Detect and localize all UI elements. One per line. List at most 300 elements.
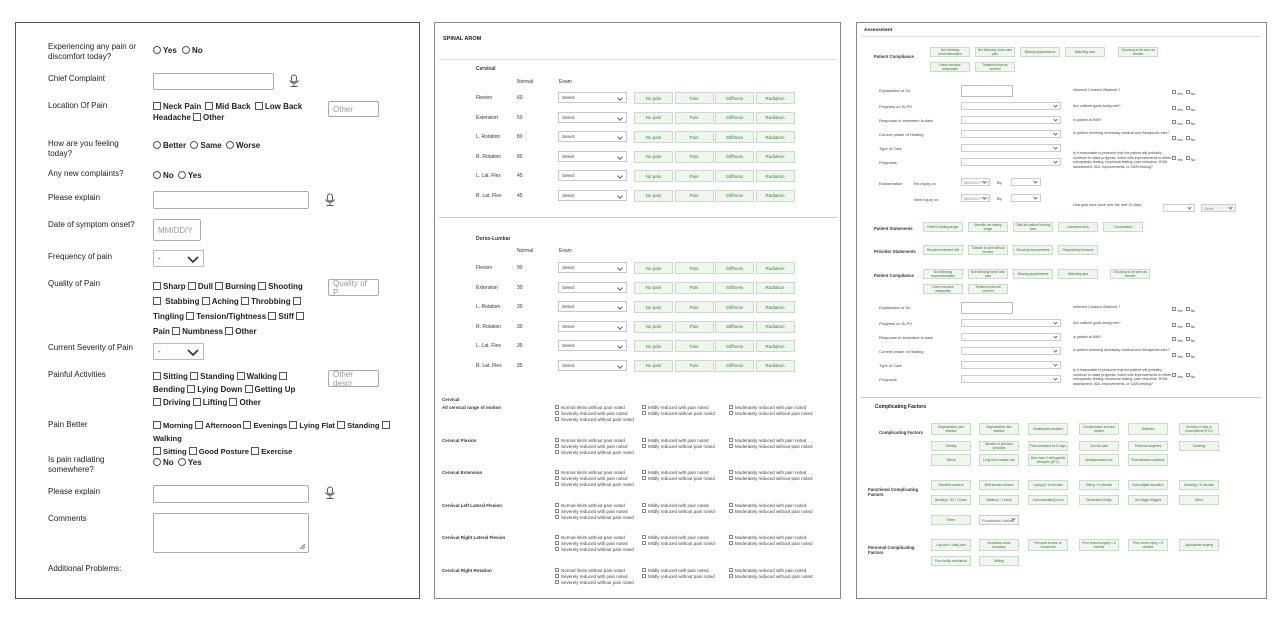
- factor-button[interactable]: Choosing to be seen as needed: [1118, 47, 1158, 57]
- no-checkbox[interactable]: [1186, 156, 1190, 160]
- same-radio[interactable]: [190, 141, 198, 149]
- arom-radiation-button[interactable]: Radiation: [756, 340, 795, 352]
- assessment-select[interactable]: -: [961, 158, 1061, 166]
- assessment-select[interactable]: -: [961, 333, 1061, 341]
- arom-no-pain-button[interactable]: No pain: [634, 360, 673, 372]
- arom-pain-button[interactable]: Pain: [675, 321, 714, 333]
- option-label: Moderately reduced with pain noted: [735, 405, 807, 410]
- radiating-radio-group: [153, 457, 202, 468]
- pain-checkbox[interactable]: [296, 312, 304, 320]
- assessment-select[interactable]: -: [961, 375, 1061, 383]
- complicating-button[interactable]: Pain untreated for 6 days: [1028, 441, 1068, 451]
- option-row[interactable]: [642, 574, 715, 580]
- yes-label: Yes: [1177, 355, 1183, 359]
- option-checkbox[interactable]: [555, 503, 559, 507]
- option-checkbox[interactable]: [729, 444, 733, 448]
- arom-stiffness-button[interactable]: Stiffness: [715, 340, 754, 352]
- yes-checkbox[interactable]: [1172, 90, 1176, 94]
- yes-checkbox[interactable]: [1172, 373, 1176, 377]
- factor-button[interactable]: Calls the patient is being sent: [1013, 222, 1053, 232]
- option-checkbox[interactable]: [555, 450, 559, 454]
- option-checkbox[interactable]: [555, 482, 559, 486]
- yes-label: Yes: [1177, 138, 1183, 142]
- complicating-button[interactable]: Poor bodily mechanics: [931, 556, 971, 566]
- arom-pain-button[interactable]: Pain: [675, 301, 714, 313]
- option-checkbox[interactable]: [642, 568, 646, 572]
- normal-value: 45: [517, 192, 523, 199]
- option-checkbox[interactable]: [642, 470, 646, 474]
- option-row[interactable]: [642, 509, 715, 515]
- complicating-button[interactable]: Bending > 30 / 1 times: [931, 495, 971, 505]
- complicating-button[interactable]: Number of previous episodes: [979, 441, 1019, 451]
- activity-other-checkbox[interactable]: [229, 398, 237, 406]
- option-row[interactable]: [555, 482, 634, 488]
- standing-checkbox[interactable]: [190, 372, 198, 380]
- complicating-button[interactable]: Restorative things: [1079, 495, 1119, 505]
- yes-checkbox[interactable]: [1172, 136, 1176, 140]
- complicating-button[interactable]: Laying 6+ hr minutes: [1028, 480, 1068, 490]
- factor-button[interactable]: Missing appointments: [1013, 269, 1053, 279]
- factor-button[interactable]: Not following recommendation: [923, 269, 963, 279]
- option-checkbox[interactable]: [729, 535, 733, 539]
- arom-stiffness-button[interactable]: Stiffness: [715, 301, 754, 313]
- motion-label: L. Lat. Flex: [476, 343, 501, 349]
- arom-no-pain-button[interactable]: No pain: [634, 170, 673, 182]
- arom-stiffness-button[interactable]: Stiffness: [715, 360, 754, 372]
- arom-radiation-button[interactable]: Radiation: [756, 170, 795, 182]
- throbbing-checkbox[interactable]: [241, 297, 249, 305]
- complicating-button[interactable]: Chronic pain: [1079, 441, 1119, 451]
- option-row[interactable]: [729, 444, 813, 450]
- complicating-button[interactable]: Personal income or household: [1028, 539, 1068, 551]
- complicating-button[interactable]: Shift shorter workers: [979, 480, 1019, 490]
- arom-stiffness-button[interactable]: Stiffness: [715, 131, 754, 143]
- option-row[interactable]: [555, 450, 634, 456]
- yes-checkbox[interactable]: [1172, 106, 1176, 110]
- option-row[interactable]: [729, 541, 813, 547]
- tingling-checkbox[interactable]: [293, 297, 301, 305]
- headache-checkbox[interactable]: [193, 113, 201, 121]
- option-label: Mildly reduced with pain noted: [648, 502, 709, 508]
- arom-pain-button[interactable]: Pain: [675, 340, 714, 352]
- yes-checkbox[interactable]: [1172, 353, 1176, 357]
- frequency-select[interactable]: [153, 250, 204, 267]
- arom-radiation-button[interactable]: Radiation: [756, 321, 795, 333]
- yes-no-checkboxes: [1169, 90, 1195, 96]
- arom-pain-button[interactable]: Pain: [675, 92, 714, 104]
- radiating-no-radio[interactable]: [153, 458, 161, 466]
- aching-checkbox[interactable]: [202, 297, 210, 305]
- exam-select[interactable]: Select: [558, 131, 627, 142]
- arom-no-pain-button[interactable]: No pain: [634, 282, 673, 294]
- complicating-button[interactable]: Severity of scar or prescriptions (ETC): [1179, 423, 1219, 435]
- yes-checkbox[interactable]: [1172, 156, 1176, 160]
- exam-select[interactable]: Select: [558, 92, 627, 103]
- option-checkbox[interactable]: [642, 574, 646, 578]
- complicating-button[interactable]: Phenothiazine antibody: [1128, 454, 1168, 466]
- comments-textarea[interactable]: [153, 513, 309, 553]
- stabbing-checkbox[interactable]: [153, 297, 161, 305]
- assessment-select[interactable]: -: [961, 347, 1061, 355]
- arom-stiffness-button[interactable]: Stiffness: [715, 170, 754, 182]
- complicating-button[interactable]: Increases social boundary: [979, 539, 1019, 551]
- complicating-button[interactable]: Obesity: [931, 441, 971, 451]
- microphone-icon[interactable]: [323, 486, 337, 500]
- afternoon-checkbox[interactable]: [195, 421, 203, 429]
- factor-button[interactable]: Not following recommendation: [930, 47, 970, 57]
- factor-button[interactable]: Choosing to be seen as needed: [1110, 269, 1150, 279]
- arom-radiation-button[interactable]: Radiation: [756, 301, 795, 313]
- factor-button[interactable]: Benefits are lasting longer: [968, 222, 1008, 232]
- sharp-checkbox[interactable]: [153, 282, 161, 290]
- activity-label: Getting Up: [254, 385, 296, 394]
- option-checkbox[interactable]: [729, 470, 733, 474]
- burning-checkbox[interactable]: [215, 282, 223, 290]
- yes-checkbox[interactable]: [1172, 323, 1176, 327]
- no-checkbox[interactable]: [1186, 337, 1190, 341]
- exam-select[interactable]: Select: [558, 190, 627, 201]
- arom-stiffness-button[interactable]: Stiffness: [715, 92, 754, 104]
- arom-pain-button[interactable]: Pain: [675, 131, 714, 143]
- exam-select[interactable]: Select: [558, 151, 627, 162]
- arom-pain-button[interactable]: Pain: [675, 170, 714, 182]
- shooting-checkbox[interactable]: [258, 282, 266, 290]
- option-row[interactable]: [729, 509, 813, 515]
- microphone-icon[interactable]: [287, 74, 301, 88]
- option-checkbox[interactable]: [642, 444, 646, 448]
- better-radio[interactable]: [153, 141, 161, 149]
- exam-select[interactable]: Select: [558, 360, 627, 371]
- yes-checkbox[interactable]: [1172, 120, 1176, 124]
- new-no-radio[interactable]: [153, 171, 161, 179]
- new-yes-radio[interactable]: [178, 171, 186, 179]
- option-checkbox[interactable]: [729, 476, 733, 480]
- arom-pain-button[interactable]: Pain: [675, 282, 714, 294]
- arom-radiation-button[interactable]: Radiation: [756, 360, 795, 372]
- option-checkbox[interactable]: [642, 535, 646, 539]
- option-checkbox[interactable]: [555, 580, 559, 584]
- factor-button[interactable]: Not following home care plan: [968, 269, 1008, 279]
- mid-back-checkbox[interactable]: [205, 102, 213, 110]
- option-row[interactable]: [642, 444, 715, 450]
- quality-label: Throbbing: [251, 297, 291, 306]
- complicating-button[interactable]: Prior recent injury < 6 months: [1128, 539, 1168, 551]
- q-pain-label: Experiencing any pain or discomfort today?: [48, 42, 137, 61]
- option-checkbox[interactable]: [555, 509, 559, 513]
- sitting-better-checkbox[interactable]: [153, 447, 161, 455]
- injury-date-input[interactable]: MM/DD/YYYY: [961, 178, 990, 186]
- quality-other-checkbox[interactable]: [225, 327, 233, 335]
- complicating-button[interactable]: Previous surgeries: [1128, 441, 1168, 451]
- factor-button[interactable]: Conversation: [1103, 222, 1143, 232]
- factor-button[interactable]: Relief is lasting longer: [923, 222, 963, 232]
- option-checkbox[interactable]: [555, 476, 559, 480]
- factor-button[interactable]: Home exercise adequately: [923, 284, 963, 294]
- pain-no-radio[interactable]: [182, 46, 190, 54]
- low-back-checkbox[interactable]: [255, 102, 263, 110]
- option-row[interactable]: [555, 580, 634, 586]
- motion-label: L. Rotation: [476, 134, 501, 140]
- yes-checkbox[interactable]: [1172, 307, 1176, 311]
- assessment-select[interactable]: -: [961, 102, 1061, 110]
- arom-stiffness-button[interactable]: Stiffness: [715, 321, 754, 333]
- assessment-select[interactable]: -: [961, 116, 1061, 124]
- no-checkbox[interactable]: [1186, 323, 1190, 327]
- factor-button[interactable]: Missing appointments: [1020, 47, 1060, 57]
- location-other-input[interactable]: Other: [328, 101, 379, 117]
- lying-down-checkbox[interactable]: [187, 385, 195, 393]
- option-checkbox[interactable]: [555, 547, 559, 551]
- yes-no-checkboxes: [1169, 120, 1195, 126]
- option-checkbox[interactable]: [555, 405, 559, 409]
- arom-stiffness-button[interactable]: Stiffness: [715, 282, 754, 294]
- last10-select[interactable]: -: [1163, 204, 1195, 212]
- new-no-label: No: [163, 171, 174, 180]
- option-row[interactable]: [555, 417, 634, 423]
- arom-pain-button[interactable]: Pain: [675, 262, 714, 274]
- assessment-select[interactable]: -: [961, 144, 1061, 152]
- option-checkbox[interactable]: [555, 515, 559, 519]
- bending-checkbox[interactable]: [279, 372, 287, 380]
- injury-date-input[interactable]: MM/DD/YYYY: [961, 194, 990, 202]
- stiff-checkbox[interactable]: [268, 312, 276, 320]
- option-checkbox[interactable]: [642, 476, 646, 480]
- option-row[interactable]: [642, 541, 715, 547]
- complicating-button[interactable]: More than 2 orthopaedic therapies (ETC): [1028, 454, 1068, 466]
- option-checkbox[interactable]: [729, 574, 733, 578]
- radiating-explain-input[interactable]: [153, 485, 309, 503]
- factor-button[interactable]: Treatment plan as ordered: [968, 284, 1008, 294]
- exam-select[interactable]: Select: [558, 282, 627, 293]
- arom-stiffness-button[interactable]: Stiffness: [715, 151, 754, 163]
- complicating-title: Complicating Factors: [875, 404, 927, 410]
- severity-select[interactable]: [153, 343, 204, 360]
- no-checkbox[interactable]: [1186, 136, 1190, 140]
- option-checkbox[interactable]: [555, 417, 559, 421]
- factor-button[interactable]: Request treatment soft: [923, 245, 963, 255]
- option-checkbox[interactable]: [729, 438, 733, 442]
- arom-no-pain-button[interactable]: No pain: [634, 131, 673, 143]
- option-checkbox[interactable]: [729, 541, 733, 545]
- option-checkbox[interactable]: [642, 438, 646, 442]
- factor-button[interactable]: Increased work: [1058, 222, 1098, 232]
- complicating-button[interactable]: Lay path > daily pain: [931, 539, 971, 551]
- arom-stiffness-button[interactable]: Stiffness: [715, 190, 754, 202]
- dull-checkbox[interactable]: [188, 282, 196, 290]
- chief-complaint-input[interactable]: [153, 73, 274, 90]
- activity-other-input[interactable]: Other descr: [328, 370, 379, 387]
- last10-label: How goal have done over the next 10 days: [1073, 203, 1142, 207]
- walking-checkbox[interactable]: [237, 372, 245, 380]
- option-checkbox[interactable]: [642, 509, 646, 513]
- option-row[interactable]: [642, 476, 715, 482]
- exam-select[interactable]: Select: [558, 340, 627, 351]
- no-checkbox[interactable]: [1186, 307, 1190, 311]
- assessment-select[interactable]: -: [961, 361, 1061, 369]
- exam-select[interactable]: Select: [558, 262, 627, 273]
- no-checkbox[interactable]: [1186, 353, 1190, 357]
- complicating-button[interactable]: Sensitive workers: [931, 480, 971, 490]
- complicating-button[interactable]: Compromised immune system: [1079, 423, 1119, 435]
- complicating-button[interactable]: Smoking: [1179, 441, 1219, 451]
- option-checkbox[interactable]: [642, 503, 646, 507]
- arom-radiation-button[interactable]: Radiation: [756, 190, 795, 202]
- option-label: Severely reduced without pain noted: [561, 547, 634, 552]
- arom-no-pain-button[interactable]: No pain: [634, 301, 673, 313]
- arom-radiation-button[interactable]: Radiation: [756, 92, 795, 104]
- option-row[interactable]: [729, 411, 813, 417]
- arom-stiffness-button[interactable]: Stiffness: [715, 262, 754, 274]
- arom-radiation-button[interactable]: Radiation: [756, 131, 795, 143]
- exam-select[interactable]: Select: [558, 170, 627, 181]
- evenings-checkbox[interactable]: [243, 421, 251, 429]
- option-checkbox[interactable]: [555, 568, 559, 572]
- explanation-textarea[interactable]: [961, 85, 1013, 97]
- better-time-label: Morning: [163, 421, 193, 430]
- option-checkbox[interactable]: [642, 411, 646, 415]
- exercise-checkbox[interactable]: [251, 447, 259, 455]
- complicating-button[interactable]: Appropriate staying: [1179, 539, 1219, 551]
- option-checkbox[interactable]: [555, 541, 559, 545]
- functional-factors-label: Functional Complicating Factors: [868, 487, 919, 497]
- complicating-button[interactable]: Subsequent accident: [1028, 423, 1068, 435]
- arom-pain-button[interactable]: Pain: [675, 151, 714, 163]
- option-checkbox[interactable]: [555, 411, 559, 415]
- onset-date-input[interactable]: MM/DD/Y: [153, 219, 201, 241]
- factor-button[interactable]: Respectively because: [1058, 245, 1098, 255]
- complicating-button[interactable]: Got trigger triggers: [1128, 495, 1168, 505]
- option-checkbox[interactable]: [555, 535, 559, 539]
- no-checkbox[interactable]: [1186, 373, 1190, 377]
- quality-other-input[interactable]: Quality of P: [328, 279, 379, 296]
- option-checkbox[interactable]: [729, 503, 733, 507]
- option-checkbox[interactable]: [729, 405, 733, 409]
- factor-button[interactable]: Watching care: [1065, 47, 1105, 57]
- morning-checkbox[interactable]: [153, 421, 161, 429]
- option-row[interactable]: [555, 547, 634, 553]
- normal-value: 90: [517, 265, 523, 271]
- injury-by-select[interactable]: -: [1011, 178, 1041, 186]
- no-checkbox[interactable]: [1186, 90, 1190, 94]
- getting-up-checkbox[interactable]: [245, 385, 253, 393]
- pain-yes-radio[interactable]: [153, 46, 161, 54]
- lifting-checkbox[interactable]: [193, 398, 201, 406]
- assessment-select[interactable]: -: [961, 130, 1061, 138]
- neck-pain-checkbox[interactable]: [153, 102, 161, 110]
- factor-button[interactable]: Not following home care plan: [975, 47, 1015, 57]
- complicating-button[interactable]: Communicating hours: [1028, 495, 1068, 505]
- good-posture-checkbox[interactable]: [189, 447, 197, 455]
- complicating-button[interactable]: Long term cardiac use: [979, 454, 1019, 466]
- arom-radiation-button[interactable]: Radiation: [756, 112, 795, 124]
- complicating-button[interactable]: Degenerative joint disease: [931, 423, 971, 435]
- option-checkbox[interactable]: [555, 438, 559, 442]
- arom-radiation-button[interactable]: Radiation: [756, 151, 795, 163]
- complicating-button[interactable]: Sitting > 6 minutes: [1079, 480, 1119, 490]
- arom-no-pain-button[interactable]: No pain: [634, 151, 673, 163]
- radiating-yes-radio[interactable]: [178, 458, 186, 466]
- sitting-checkbox[interactable]: [153, 372, 161, 380]
- factor-button[interactable]: Tolerate to care without monitor: [968, 245, 1008, 255]
- complicating-button[interactable]: Walking > 1 block: [979, 495, 1019, 505]
- option-checkbox[interactable]: [729, 509, 733, 513]
- standing-better-checkbox[interactable]: [337, 421, 345, 429]
- worse-radio[interactable]: [226, 141, 234, 149]
- arom-pain-button[interactable]: Pain: [675, 190, 714, 202]
- option-label: Severely reduced without pain noted: [561, 449, 634, 455]
- no-checkbox[interactable]: [1186, 106, 1190, 110]
- injury-by-select[interactable]: -: [1011, 194, 1041, 202]
- arom-no-pain-button[interactable]: No pain: [634, 112, 673, 124]
- option-checkbox[interactable]: [729, 411, 733, 415]
- arom-no-pain-button[interactable]: No pain: [634, 92, 673, 104]
- arom-stiffness-button[interactable]: Stiffness: [715, 112, 754, 124]
- lying-flat-checkbox[interactable]: [289, 421, 297, 429]
- factor-button[interactable]: Treatment plan as ordered: [975, 62, 1015, 72]
- option-checkbox[interactable]: [555, 574, 559, 578]
- complicating-button[interactable]: Degenerative disc disease: [979, 423, 1019, 435]
- complicating-button[interactable]: Extra digital resolution: [1128, 480, 1168, 490]
- factor-button[interactable]: Home exercise adequately: [930, 62, 970, 72]
- tension-checkbox[interactable]: [186, 312, 194, 320]
- complicating-button[interactable]: Prior recent surgery < 6 months: [1079, 539, 1119, 551]
- no-checkbox[interactable]: [1186, 120, 1190, 124]
- option-checkbox[interactable]: [555, 470, 559, 474]
- exam-select[interactable]: Select: [558, 301, 627, 312]
- option-row[interactable]: [729, 476, 813, 482]
- option-checkbox[interactable]: [729, 568, 733, 572]
- exam-select[interactable]: Select: [558, 321, 627, 332]
- arom-no-pain-button[interactable]: No pain: [634, 321, 673, 333]
- microphone-icon[interactable]: [323, 193, 337, 207]
- complicating-button[interactable]: Writing: [979, 556, 1019, 566]
- assessment-select[interactable]: -: [961, 319, 1061, 327]
- option-checkbox[interactable]: [555, 444, 559, 448]
- arom-no-pain-button[interactable]: No pain: [634, 340, 673, 352]
- arom-pain-button[interactable]: Pain: [675, 360, 714, 372]
- complicating-button[interactable]: Diabetes: [1128, 423, 1168, 435]
- arom-no-pain-button[interactable]: No pain: [634, 190, 673, 202]
- complicating-button[interactable]: Antidepressant use: [1079, 454, 1119, 466]
- explain-input[interactable]: [153, 191, 309, 209]
- exam-select[interactable]: Select: [558, 112, 627, 123]
- factor-button[interactable]: Other: [931, 515, 971, 525]
- complicating-button[interactable]: Stress: [931, 454, 971, 466]
- option-row[interactable]: [642, 411, 715, 417]
- option-checkbox[interactable]: [642, 405, 646, 409]
- option-row[interactable]: [555, 515, 634, 521]
- factor-button[interactable]: Watching care: [1058, 269, 1098, 279]
- arom-radiation-button[interactable]: Radiation: [756, 282, 795, 294]
- arom-pain-button[interactable]: Pain: [675, 112, 714, 124]
- worse-label: Worse: [235, 141, 261, 150]
- explanation-textarea[interactable]: [961, 302, 1013, 314]
- complicating-button[interactable]: Standing > 5 minutes: [1179, 480, 1219, 490]
- option-row[interactable]: [729, 574, 813, 580]
- driving-checkbox[interactable]: [153, 398, 161, 406]
- resize-handle-icon[interactable]: [299, 543, 306, 550]
- arom-radiation-button[interactable]: Radiation: [756, 262, 795, 274]
- functional-limitations-input[interactable]: Functional Limitati: [979, 515, 1019, 525]
- option-checkbox[interactable]: [642, 541, 646, 545]
- walking-better-checkbox[interactable]: [382, 421, 390, 429]
- arom-no-pain-button[interactable]: No pain: [634, 262, 673, 274]
- numbness-checkbox[interactable]: [172, 327, 180, 335]
- yes-checkbox[interactable]: [1172, 337, 1176, 341]
- complicating-button[interactable]: Other: [1179, 495, 1219, 505]
- other-input[interactable]: Other: [1201, 204, 1236, 212]
- factor-button[interactable]: Showing improvements: [1013, 245, 1053, 255]
